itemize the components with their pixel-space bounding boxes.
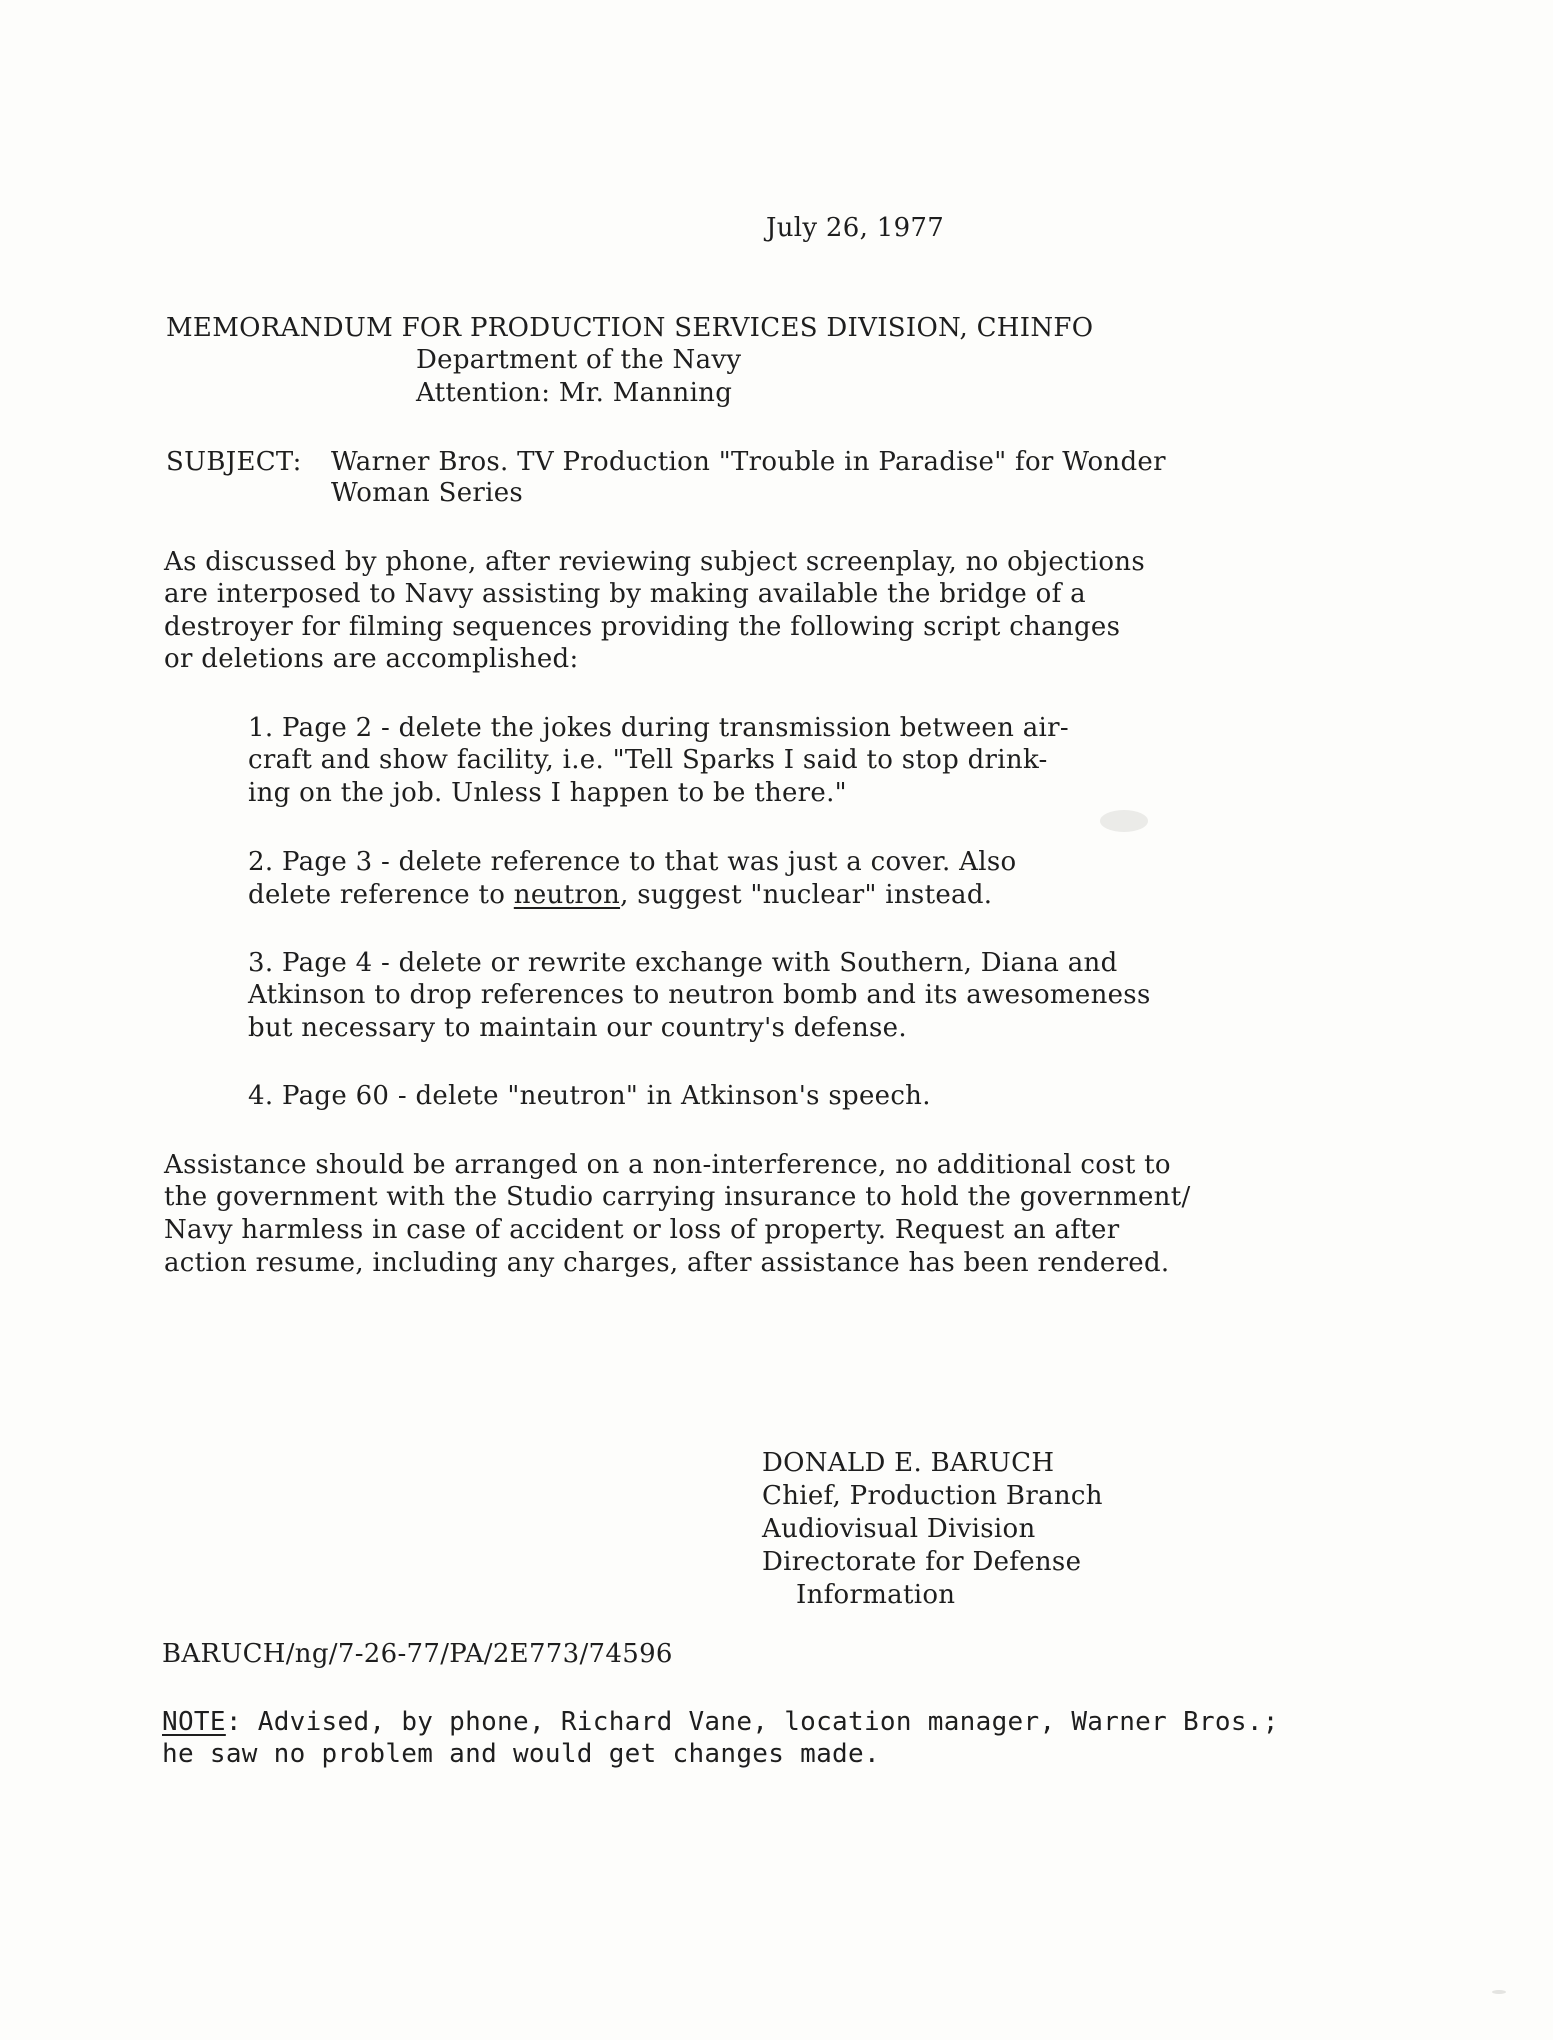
intro-line-4: or deletions are accomplished:	[164, 644, 579, 674]
memorandum-for: MEMORANDUM FOR PRODUCTION SERVICES DIVISION, CHINFO	[166, 313, 1094, 343]
scan-smudge	[1100, 810, 1148, 832]
signature-title-4: Information	[796, 1580, 956, 1610]
item-1-line-2: craft and show facility, i.e. "Tell Sparks I said to stop drink-	[248, 745, 1048, 775]
item-1-line-3: ing on the job. Unless I happen to be there."	[248, 778, 847, 808]
scan-mark	[1492, 1990, 1506, 1994]
item-1-line-1: 1. Page 2 - delete the jokes during transmission between air-	[248, 713, 1069, 743]
item-2-line-1: 2. Page 3 - delete reference to that was just a cover. Also	[248, 847, 1017, 877]
intro-line-1: As discussed by phone, after reviewing subject screenplay, no objections	[164, 547, 1145, 577]
item-3-line-3: but necessary to maintain our country's defense.	[248, 1013, 907, 1043]
item-3-line-2: Atkinson to drop references to neutron bomb and its awesomeness	[248, 980, 1151, 1010]
signature-title-1: Chief, Production Branch	[762, 1481, 1103, 1511]
assistance-line-4: action resume, including any charges, after assistance has been rendered.	[164, 1248, 1170, 1278]
subject-line-2: Woman Series	[331, 478, 524, 508]
assistance-line-2: the government with the Studio carrying insurance to hold the government/	[164, 1182, 1191, 1212]
item-4: 4. Page 60 - delete "neutron" in Atkinson's speech.	[248, 1081, 931, 1111]
signature-title-2: Audiovisual Division	[762, 1514, 1036, 1544]
subject-label: SUBJECT:	[166, 447, 302, 477]
intro-line-2: are interposed to Navy assisting by making available the bridge of a	[164, 579, 1086, 609]
neutron-underlined: neutron	[513, 880, 621, 910]
assistance-line-3: Navy harmless in case of accident or loss of property. Request an after	[164, 1215, 1120, 1245]
item-2-text-before: delete reference to	[248, 880, 514, 910]
item-2-text-after: , suggest "nuclear" instead.	[620, 880, 993, 910]
note-line-1	[162, 1706, 1279, 1738]
item-2-line-2	[248, 879, 992, 911]
note-line-2: he saw no problem and would get changes made.	[162, 1739, 880, 1769]
addressee-attention: Attention: Mr. Manning	[416, 378, 733, 408]
assistance-line-1: Assistance should be arranged on a non-interference, no additional cost to	[164, 1150, 1171, 1180]
memo-date: July 26, 1977	[766, 213, 945, 243]
item-3-line-1: 3. Page 4 - delete or rewrite exchange with Southern, Diana and	[248, 948, 1118, 978]
addressee-department: Department of the Navy	[416, 345, 742, 375]
signature-name: DONALD E. BARUCH	[762, 1448, 1055, 1478]
intro-line-3: destroyer for filming sequences providing the following script changes	[164, 612, 1121, 642]
subject-line-1: Warner Bros. TV Production "Trouble in Paradise" for Wonder	[331, 447, 1166, 477]
reference-code: BARUCH/ng/7-26-77/PA/2E773/74596	[162, 1639, 673, 1669]
note-label: NOTE	[162, 1707, 226, 1737]
signature-title-3: Directorate for Defense	[762, 1547, 1082, 1577]
note-text-1: : Advised, by phone, Richard Vane, location manager, Warner Bros.;	[225, 1707, 1279, 1737]
